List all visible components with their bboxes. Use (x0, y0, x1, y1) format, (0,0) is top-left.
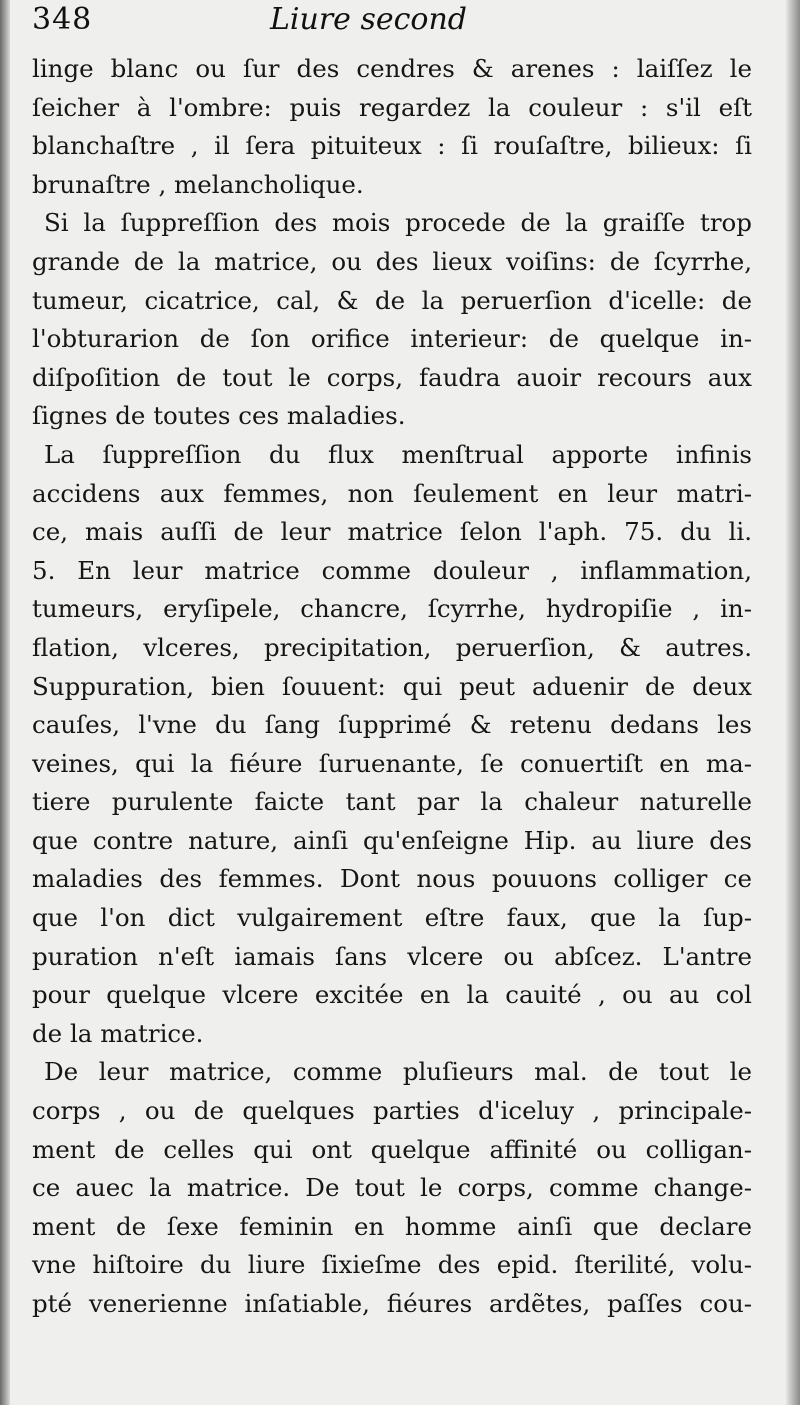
text-line: tumeurs, eryſipele, chancre, ſcyrrhe, hydropiſie , in- (32, 594, 752, 624)
page-edge-right (786, 0, 800, 1405)
text-line: maladies des femmes. Dont nous pouuons colliger ce (32, 864, 752, 894)
text-line: ment de ſexe feminin en homme ainſi que declare (32, 1211, 752, 1241)
paragraph (32, 436, 752, 1054)
text-line: que l'on dict vulgairement eſtre faux, que la ſup- (32, 903, 752, 933)
text-line: tiere purulente faicte tant par la chaleur naturelle (32, 787, 752, 817)
text-line: grande de la matrice, ou des lieux voiſins: de ſcyrrhe, (32, 246, 752, 276)
text-line: ce auec la matrice. De tout le corps, comme change- (32, 1173, 752, 1203)
paragraph (32, 50, 752, 204)
text-line: diſpoſition de tout le corps, faudra auoir recours aux (32, 362, 752, 392)
text-line: brunaſtre , melancholique. (32, 169, 364, 199)
page-number: 348 (32, 2, 93, 37)
page-header (32, 2, 772, 46)
text-line: ſignes de toutes ces maladies. (32, 401, 406, 431)
text-line: ſeicher à l'ombre: puis regardez la couleur : s'il eſt (32, 92, 752, 122)
text-line: l'obturarion de ſon orifice interieur: de quelque in- (32, 324, 752, 354)
paragraph (32, 1053, 752, 1323)
text-line: cauſes, l'vne du ſang ſupprimé & retenu dedans les (32, 710, 752, 740)
text-line: 5. En leur matrice comme douleur , inflammation, (32, 555, 752, 585)
text-line: vne hiſtoire du liure ſixieſme des epid. ſterilité, volu- (32, 1250, 752, 1280)
text-line: De leur matrice, comme pluſieurs mal. de tout le (44, 1057, 752, 1087)
text-line: La ſuppreſſion du flux menſtrual apporte infinis (44, 439, 752, 469)
page-edge-left (0, 0, 10, 1405)
text-line: ce, mais auſſi de leur matrice ſelon l'aph. 75. du li. (32, 517, 752, 547)
text-line: pour quelque vlcere excitée en la cauité , ou au col (32, 980, 752, 1010)
text-line: accidens aux femmes, non ſeulement en leur matri- (32, 478, 752, 508)
page-body (32, 50, 752, 1324)
text-line: que contre nature, ainſi qu'enſeigne Hip. au liure des (32, 825, 752, 855)
text-line: pté venerienne inſatiable, fiéures ardẽtes, paſſes cou- (32, 1289, 752, 1318)
text-line: veines, qui la fiéure ſuruenante, ſe conuertiſt en ma- (32, 748, 752, 778)
text-line: de la matrice. (32, 1018, 204, 1048)
text-line: blanchaſtre , il ſera pituiteux : ſi rouſaſtre, bilieux: ſi (32, 131, 752, 161)
text-line: linge blanc ou ſur des cendres & arenes : laiſſez le (32, 54, 752, 83)
running-head: Liure second (270, 2, 468, 37)
text-line: Si la ſuppreſſion des mois procede de la graiſſe trop (44, 208, 752, 238)
text-line: puration n'eſt iamais ſans vlcere ou abſcez. L'antre (32, 941, 752, 971)
text-line: tumeur, cicatrice, cal, & de la peruerſion d'icelle: de (32, 285, 752, 315)
text-line: corps , ou de quelques parties d'iceluy , principale- (32, 1096, 752, 1126)
paragraph (32, 204, 752, 436)
text-line: Suppuration, bien ſouuent: qui peut aduenir de deux (32, 671, 752, 701)
text-line: flation, vlceres, precipitation, peruerſion, & autres. (32, 632, 752, 662)
text-line: ment de celles qui ont quelque affinité ou colligan- (32, 1134, 752, 1164)
